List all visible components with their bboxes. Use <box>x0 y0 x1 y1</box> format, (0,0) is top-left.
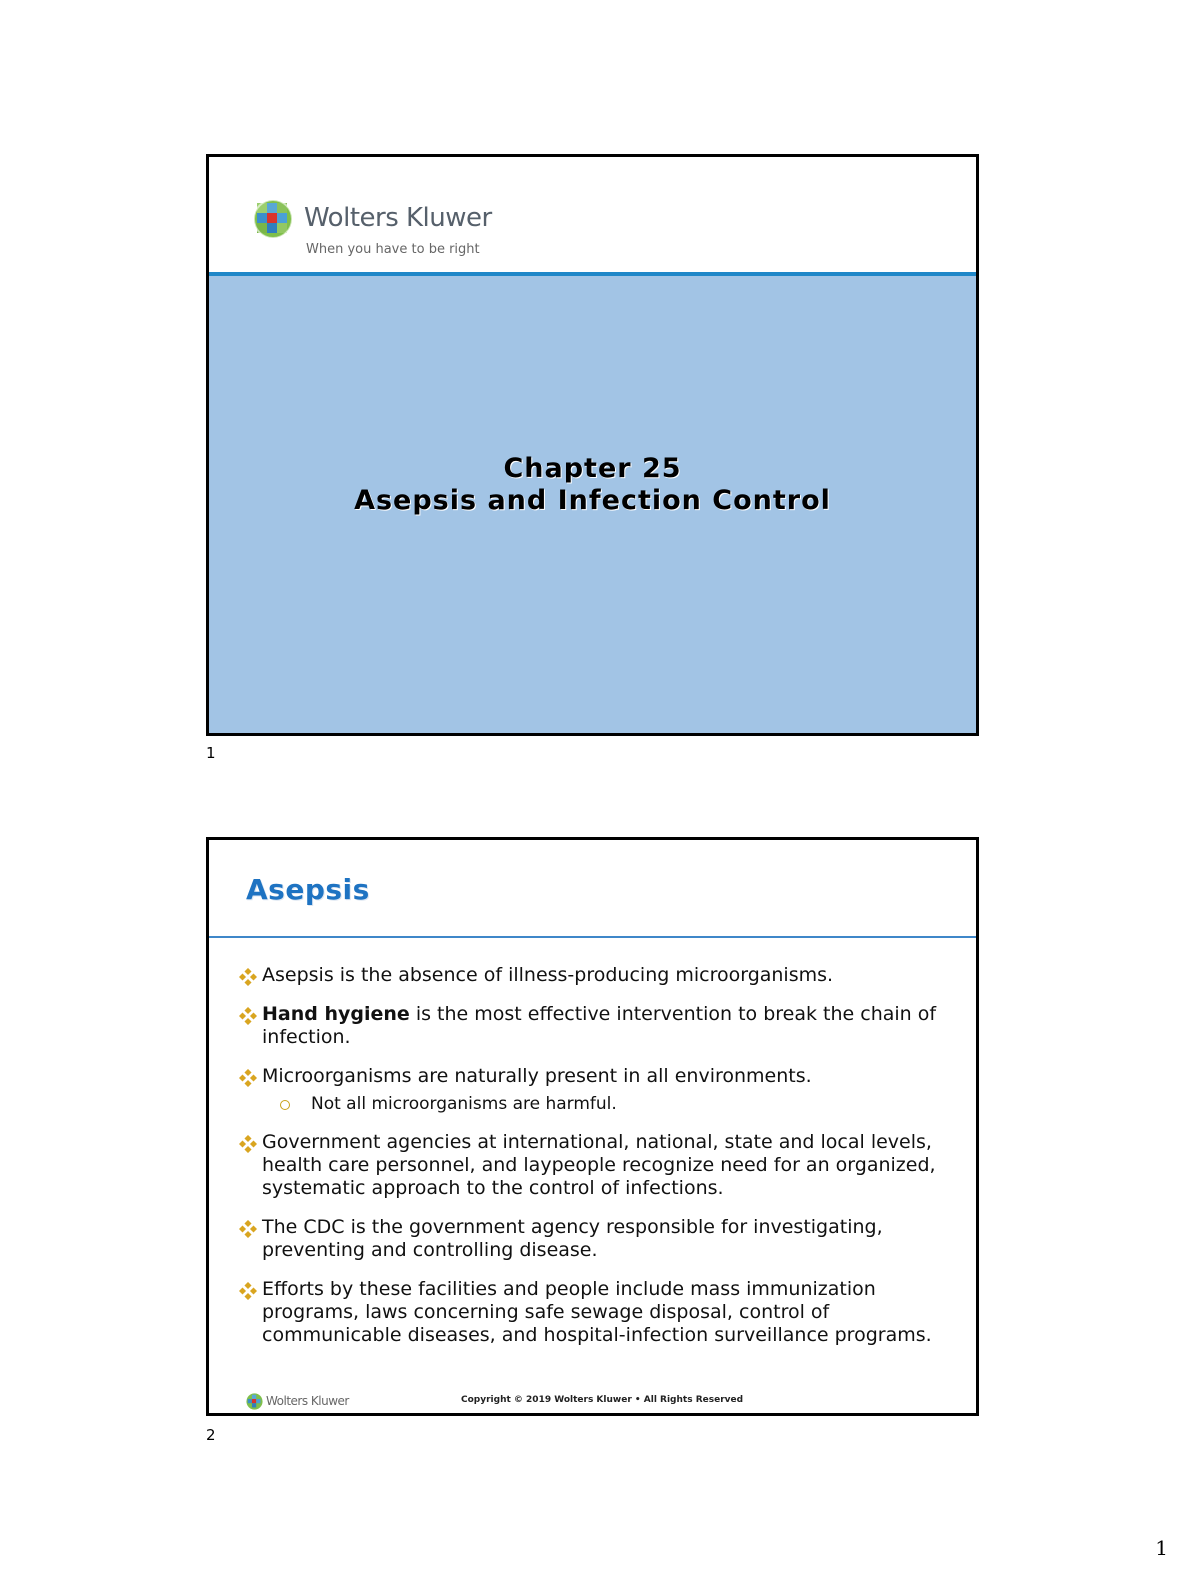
bullet-text: is the most effective intervention to break the chain of infection. <box>262 1003 937 1048</box>
diamond-bullet-icon <box>239 1069 257 1087</box>
slide-heading: Asepsis <box>246 873 370 906</box>
bullet-text: Microorganisms are naturally present in all environments. <box>262 1065 812 1087</box>
copyright-notice: Copyright © 2019 Wolters Kluwer • All Rights Reserved <box>461 1395 744 1405</box>
list-item <box>239 964 951 987</box>
bullet-text: Asepsis is the absence of illness-producing microorganisms. <box>262 964 834 986</box>
slide-number-2: 2 <box>206 1426 216 1444</box>
logo-name: Wolters Kluwer <box>304 203 492 233</box>
wolters-kluwer-globe-icon <box>253 199 293 239</box>
slide-number-1: 1 <box>206 744 216 762</box>
list-item <box>239 1278 951 1347</box>
bullet-list <box>239 964 951 1363</box>
title-band <box>209 276 976 733</box>
page-number: 1 <box>1155 1536 1168 1560</box>
diamond-bullet-icon <box>239 1282 257 1300</box>
diamond-bullet-icon <box>239 1135 257 1153</box>
chapter-number: Chapter 25 <box>503 453 682 484</box>
sub-bullet-text: Not all microorganisms are harmful. <box>311 1094 617 1114</box>
diamond-bullet-icon <box>239 1220 257 1238</box>
slide-2 <box>206 837 979 1416</box>
circle-bullet-icon <box>280 1100 290 1110</box>
list-item <box>239 1131 951 1200</box>
bullet-bold-term: Hand hygiene <box>262 1003 410 1025</box>
bullet-text: Efforts by these facilities and people include mass immunization programs, laws concerning safe sewage disposal, control of communicable diseases, and hospital-infection surveillance programs. <box>262 1278 932 1346</box>
footer-logo-name: Wolters Kluwer <box>266 1394 349 1408</box>
slide-footer <box>209 1390 976 1412</box>
list-item <box>239 1065 951 1088</box>
sub-list-item <box>239 1093 951 1115</box>
diamond-bullet-icon <box>239 968 257 986</box>
list-item <box>239 1003 951 1049</box>
diamond-bullet-icon <box>239 1007 257 1025</box>
bullet-text: The CDC is the government agency responsible for investigating, preventing and controlling disease. <box>262 1216 883 1261</box>
logo-tagline: When you have to be right <box>306 242 480 257</box>
slide-1-header <box>209 157 976 272</box>
wolters-kluwer-globe-icon <box>246 1393 263 1410</box>
heading-divider <box>209 936 976 938</box>
list-item <box>239 1216 951 1262</box>
bullet-text: Government agencies at international, national, state and local levels, health care personnel, and laypeople recognize need for an organized, systematic approach to the control of infections. <box>262 1131 936 1199</box>
chapter-title: Asepsis and Infection Control <box>354 485 831 516</box>
slide-1 <box>206 154 979 736</box>
